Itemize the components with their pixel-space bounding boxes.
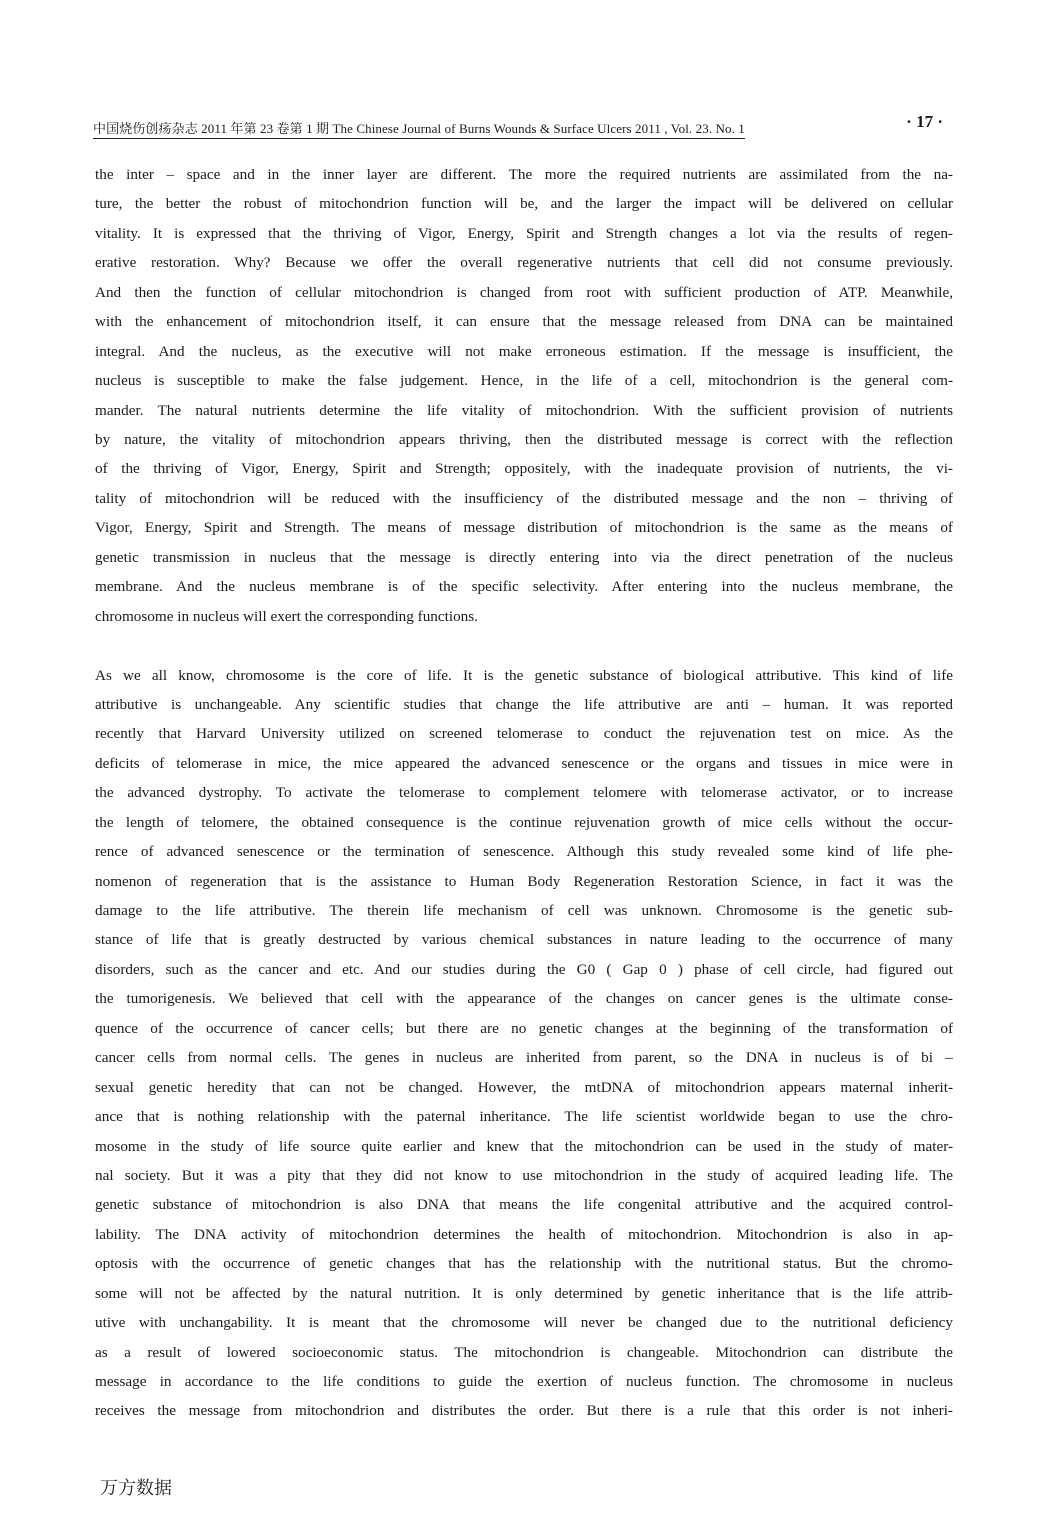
- text-line: disorders, such as the cancer and etc. And our studies during the G0 ( Gap 0 ) phase of cell circle, had figured out: [95, 960, 953, 978]
- text-line: As we all know, chromosome is the core of life. It is the genetic substance of biological attributive. This kind of life: [95, 666, 953, 684]
- text-line: of the thriving of Vigor, Energy, Spirit and Strength; oppositely, with the inadequate provision of nutrients, the vi-: [95, 460, 953, 478]
- running-header: [93, 112, 955, 140]
- text-line: deficits of telomerase in mice, the mice appeared the advanced senescence or the organs and tissues in mice were in: [95, 754, 953, 772]
- text-line: membrane. And the nucleus membrane is of the specific selectivity. After entering into the nucleus membrane, the: [95, 578, 953, 596]
- text-line: the tumorigenesis. We believed that cell with the appearance of the changes on cancer genes is the ultimate conse-: [95, 990, 953, 1008]
- text-line: message in accordance to the life conditions to guide the exertion of nucleus function. The chromosome in nucleus: [95, 1373, 953, 1390]
- text-line: Vigor, Energy, Spirit and Strength. The means of message distribution of mitochondrion is the same as the means of: [95, 519, 953, 537]
- text-line: damage to the life attributive. The therein life mechanism of cell was unknown. Chromosome is the genetic sub-: [95, 902, 953, 919]
- text-line: mosome in the study of life source quite earlier and knew that the mitochondrion can be used in the study of mater-: [95, 1137, 953, 1155]
- text-line: tality of mitochondrion will be reduced with the insufficiency of the distributed message and the non – thriving of: [95, 489, 953, 507]
- text-line: receives the message from mitochondrion and distributes the order. But there is a rule that this order is not inheri-: [95, 1402, 953, 1420]
- text-line: nomenon of regeneration that is the assistance to Human Body Regeneration Restoration Science, in fact it was the: [95, 872, 953, 890]
- text-line: ance that is nothing relationship with the paternal inheritance. The life scientist worldwide began to use the chro-: [95, 1108, 953, 1126]
- text-line: cancer cells from normal cells. The genes in nucleus are inherited from parent, so the DNA in nucleus is of bi –: [95, 1049, 953, 1067]
- footer-watermark: 万方数据: [100, 1478, 172, 1499]
- text-line: integral. And the nucleus, as the executive will not make erroneous estimation. If the message is insufficient, the: [95, 342, 953, 360]
- journal-header-text: 中国烧伤创疡杂志 2011 年第 23 卷第 1 期 The Chinese Journal of Burns Wounds & Surface Ulcers 2011 , Vol. 23. No. 1: [93, 118, 745, 139]
- text-line: utive with unchangability. It is meant that the chromosome will never be changed due to the nutritional deficiency: [95, 1314, 953, 1332]
- text-line: chromosome in nucleus will exert the corresponding functions.: [95, 607, 478, 625]
- text-line: attributive is unchangeable. Any scientific studies that change the life attributive are anti – human. It was reported: [95, 695, 953, 713]
- article-body: [95, 160, 953, 1426]
- text-line: optosis with the occurrence of genetic changes that has the relationship with the nutritional status. But the chromo-: [95, 1255, 953, 1273]
- paragraph-gap: [95, 631, 953, 661]
- page-number: · 17 ·: [906, 112, 943, 131]
- text-line: sexual genetic heredity that can not be changed. However, the mtDNA of mitochondrion appears maternal inherit-: [95, 1078, 953, 1096]
- text-line: And then the function of cellular mitochondrion is changed from root with sufficient production of ATP. Meanwhile,: [95, 283, 953, 301]
- text-line: ture, the better the robust of mitochondrion function will be, and the larger the impact will be delivered on cellular: [95, 195, 953, 213]
- text-line: quence of the occurrence of cancer cells; but there are no genetic changes at the beginning of the transformation of: [95, 1019, 953, 1037]
- text-line: the advanced dystrophy. To activate the telomerase to complement telomere with telomerase activator, or to increase: [95, 784, 953, 802]
- text-line: as a result of lowered socioeconomic status. The mitochondrion is changeable. Mitochondrion can distribute the: [95, 1343, 953, 1361]
- text-line: nucleus is susceptible to make the false judgement. Hence, in the life of a cell, mitochondrion is the general com-: [95, 372, 953, 390]
- text-line: erative restoration. Why? Because we offer the overall regenerative nutrients that cell did not consume previously.: [95, 254, 953, 272]
- text-line: recently that Harvard University utilized on screened telomerase to conduct the rejuvenation test on mice. As the: [95, 725, 953, 743]
- text-line: by nature, the vitality of mitochondrion appears thriving, then the distributed message is correct with the reflection: [95, 430, 953, 448]
- text-line: rence of advanced senescence or the termination of senescence. Although this study revealed some kind of life phe-: [95, 843, 953, 861]
- text-line: genetic transmission in nucleus that the message is directly entering into via the direct penetration of the nucleus: [95, 548, 953, 566]
- text-line: lability. The DNA activity of mitochondrion determines the health of mitochondrion. Mitochondrion is also in ap-: [95, 1225, 953, 1243]
- text-line: genetic substance of mitochondrion is also DNA that means the life congenital attributive and the acquired control-: [95, 1196, 953, 1214]
- text-line: the inter – space and in the inner layer are different. The more the required nutrients are assimilated from the na-: [95, 166, 953, 183]
- paragraph: [95, 160, 953, 631]
- paragraph: [95, 661, 953, 1426]
- text-line: mander. The natural nutrients determine the life vitality of mitochondrion. With the sufficient provision of nutrients: [95, 401, 953, 419]
- text-line: the length of telomere, the obtained consequence is the continue rejuvenation growth of mice cells without the occur-: [95, 813, 953, 831]
- text-line: vitality. It is expressed that the thriving of Vigor, Energy, Spirit and Strength changes a lot via the results of regen-: [95, 224, 953, 242]
- text-line: with the enhancement of mitochondrion itself, it can ensure that the message released from DNA can be maintained: [95, 313, 953, 331]
- text-line: some will not be affected by the natural nutrition. It is only determined by genetic inheritance that is the life attrib-: [95, 1284, 953, 1302]
- text-line: stance of life that is greatly destructed by various chemical substances in nature leading to the occurrence of many: [95, 931, 953, 949]
- text-line: nal society. But it was a pity that they did not know to use mitochondrion in the study of acquired leading life. The: [95, 1166, 953, 1184]
